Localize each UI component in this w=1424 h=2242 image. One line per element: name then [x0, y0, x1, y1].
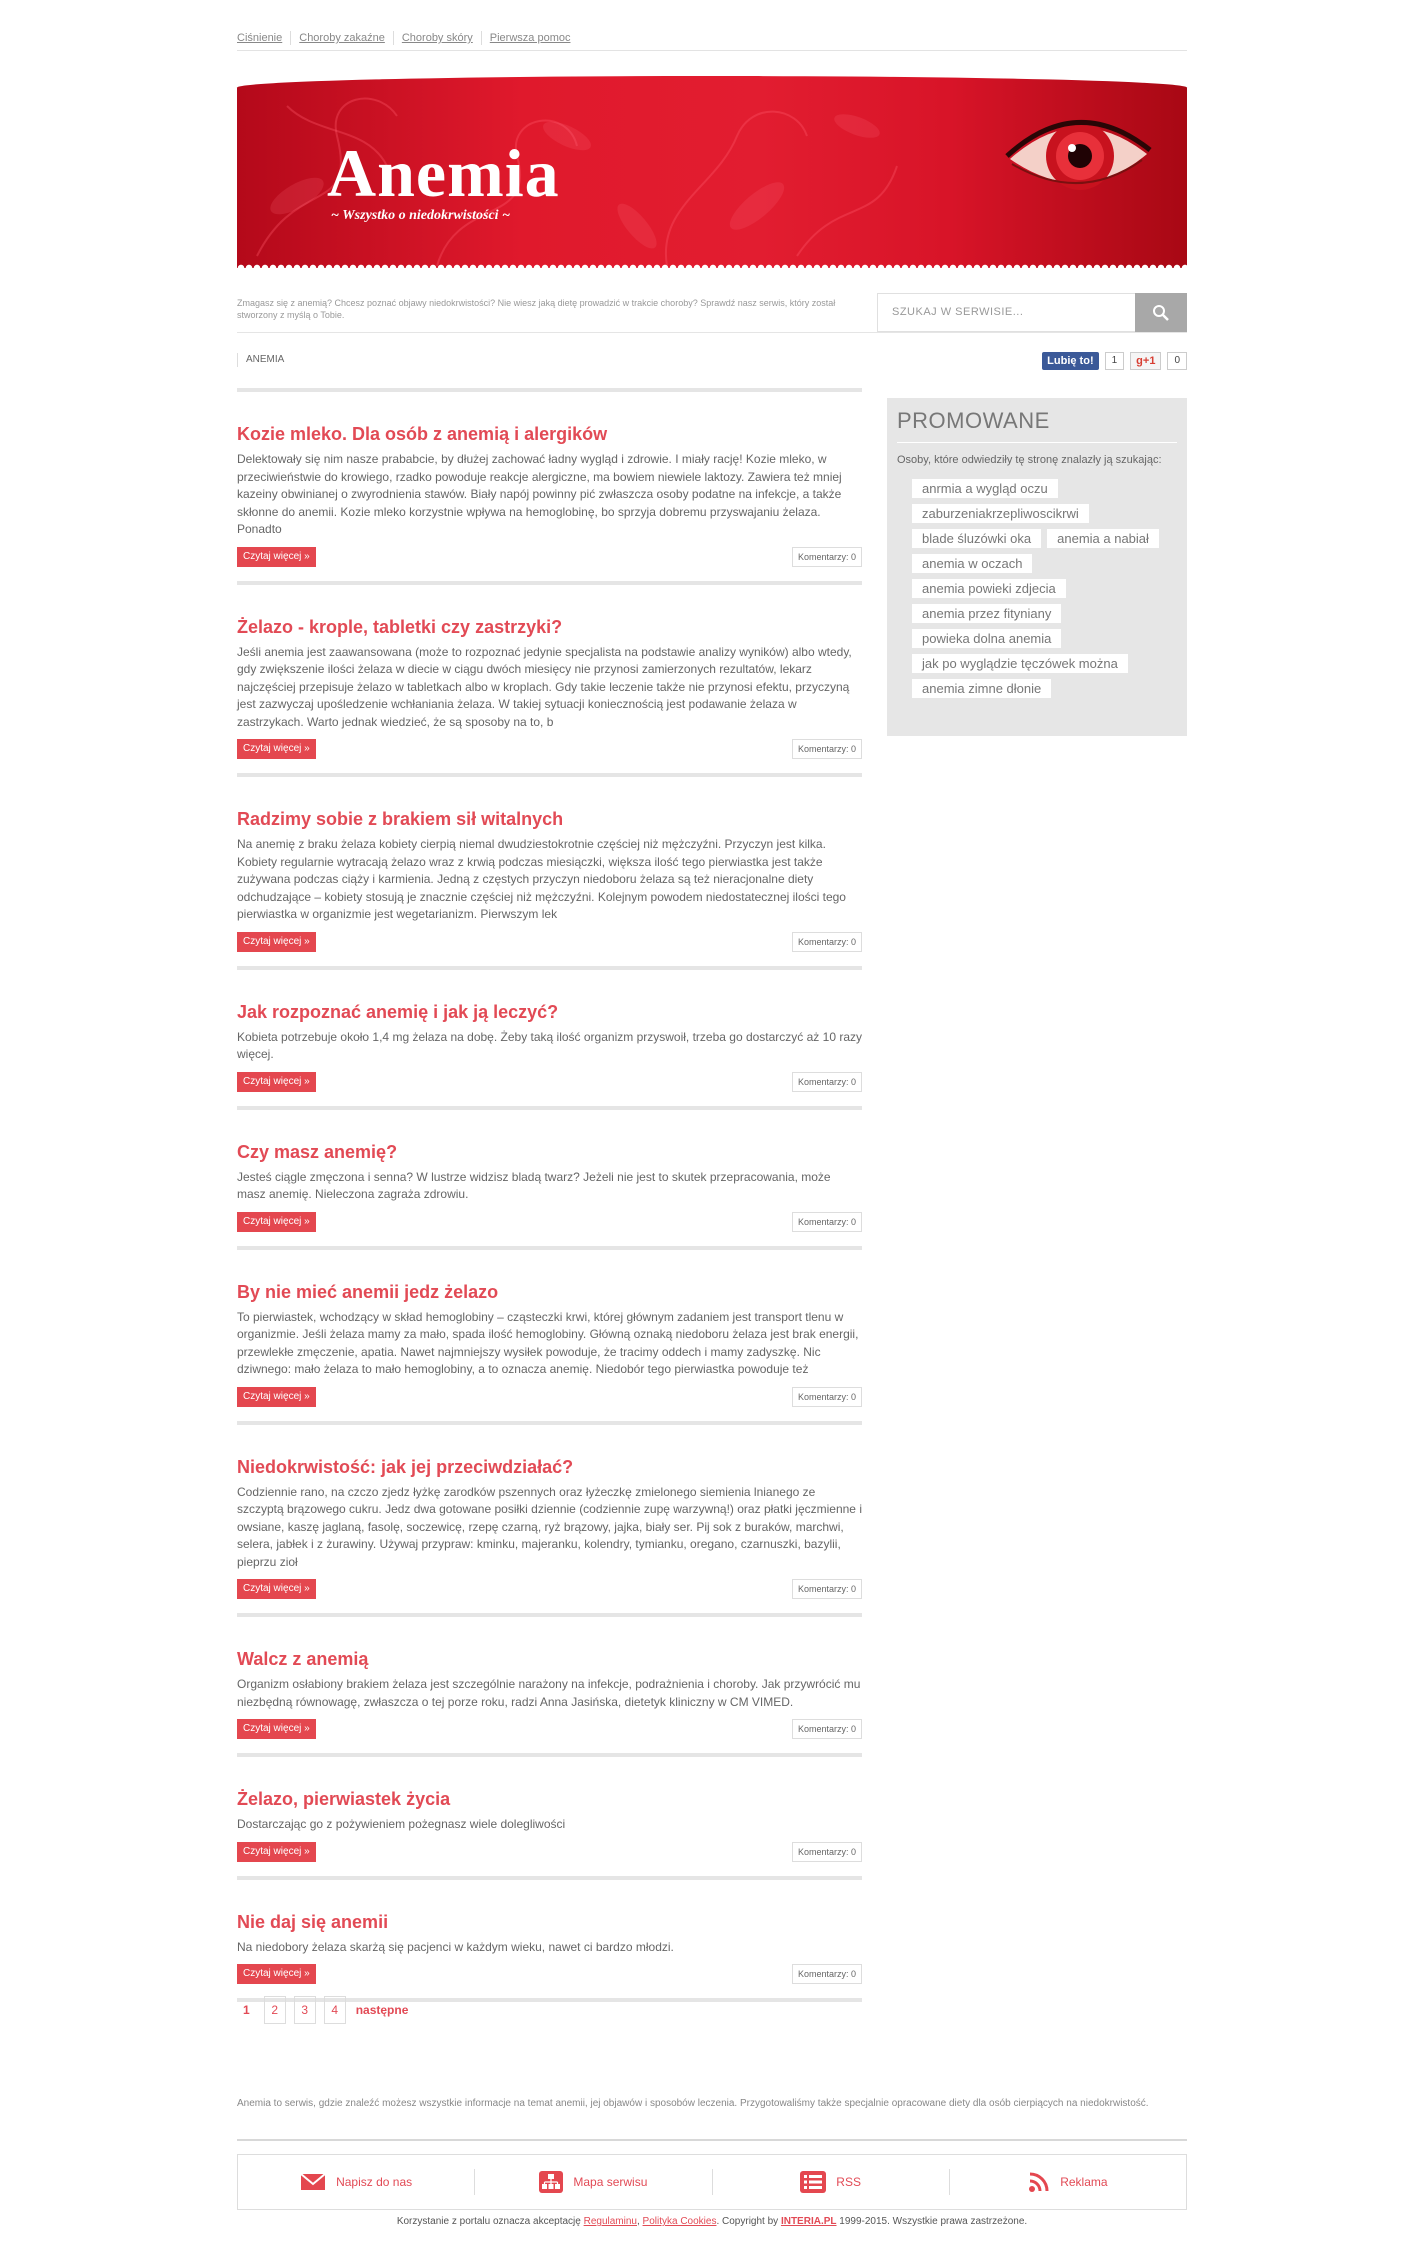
comments-count: Komentarzy: 0 — [797, 1216, 856, 1227]
article-excerpt: Organizm osłabiony brakiem żelaza jest szczególnie narażony na infekcje, podrażnienia i choroby. Jak przywrócić mu niezbędną równowagę, zwłaszcza o tej porze roku, radzi Anna Jasińska, dietetyk kliniczny w CM VIMED. — [237, 1677, 861, 1709]
page-current: 1 — [243, 2003, 250, 2017]
facebook-like-button[interactable]: Lubię to! — [1042, 352, 1098, 370]
top-navigation — [237, 28, 578, 48]
interia-link[interactable]: INTERIA.PL — [780, 2216, 837, 2227]
article-title[interactable]: By nie mieć anemii jedz żelazo — [237, 1281, 499, 1302]
article-excerpt: Dostarczając go z pożywieniem pożegnasz wiele dolegliwości — [237, 1817, 566, 1831]
footer-description: Anemia to serwis, gdzie znaleźć możesz wszystkie informacje na temat anemii, jej objawów i sposobów leczenia. Przygotowaliśmy także specjalnie opracowane diety dla osób cierpiących na niedokrwistość. — [237, 2098, 1149, 2109]
copyright-text: . Copyright by — [716, 2216, 779, 2227]
search-tag[interactable]: anemia w oczach — [912, 554, 1032, 573]
rss-icon — [1028, 2171, 1050, 2193]
footer-link-rss[interactable] — [712, 2169, 949, 2195]
copyright-text: Korzystanie z portalu oznacza akceptację — [396, 2216, 581, 2227]
read-more-button[interactable]: Czytaj więcej » — [237, 547, 316, 567]
banner-scalloped-edge — [237, 262, 1187, 268]
article-item — [237, 388, 862, 567]
comments-link[interactable] — [792, 547, 862, 567]
comments-link[interactable] — [792, 932, 862, 952]
comments-link[interactable] — [792, 1072, 862, 1092]
search-tag[interactable]: zaburzeniakrzepliwoscikrwi — [912, 504, 1089, 523]
comments-link[interactable] — [792, 1212, 862, 1232]
intro-text: Zmagasz się z anemią? Chcesz poznać objawy niedokrwistości? Nie wiesz jaką dietę prowadzić w trakcie choroby? Sprawdź nasz serwis, który został stworzony z myślą o Tobie. — [237, 298, 836, 320]
comments-count: Komentarzy: 0 — [797, 1724, 856, 1734]
footer-link-contact[interactable] — [238, 2169, 474, 2195]
footer-link-label: Mapa serwisu — [573, 2175, 648, 2189]
sidebar-title: PROMOWANE — [897, 408, 1177, 443]
article-item — [237, 581, 862, 760]
list-icon — [800, 2171, 826, 2193]
facebook-like-count: 1 — [1105, 352, 1125, 370]
article-meta — [237, 547, 862, 567]
comments-count: Komentarzy: 0 — [797, 551, 856, 562]
read-more-button[interactable]: Czytaj więcej » — [237, 1842, 316, 1862]
footer-link-label: Reklama — [1060, 2175, 1108, 2189]
footer-link-sitemap[interactable] — [474, 2169, 711, 2195]
article-item — [237, 773, 862, 952]
mail-icon — [300, 2172, 326, 2192]
page-link[interactable]: 3 — [294, 1996, 316, 2024]
article-title[interactable]: Niedokrwistość: jak jej przeciwdziałać? — [237, 1456, 574, 1477]
site-subtitle: ~ Wszystko o niedokrwistości ~ — [331, 208, 511, 223]
read-more-button[interactable]: Czytaj więcej » — [237, 1579, 316, 1599]
copyright: Korzystanie z portalu oznacza akceptację Regulaminu, Polityka Cookies. Copyright by INTERIA.PL 1999-2015. Wszystkie prawa zastrzeżone. — [396, 2216, 1028, 2227]
comments-count: Komentarzy: 0 — [797, 1969, 856, 1979]
article-title[interactable]: Nie daj się anemii — [237, 1911, 389, 1932]
read-more-button[interactable]: Czytaj więcej » — [237, 739, 316, 759]
intro-search-row — [237, 293, 1187, 333]
topnav-link-choroby-skory[interactable]: Choroby skóry — [393, 31, 481, 45]
article-meta — [237, 932, 862, 952]
pagination — [237, 1996, 408, 2024]
social-buttons — [1042, 352, 1187, 370]
comments-link[interactable] — [792, 739, 862, 759]
comments-count: Komentarzy: 0 — [797, 936, 856, 947]
article-title[interactable]: Czy masz anemię? — [237, 1141, 398, 1162]
topnav-link-choroby-zakazne[interactable]: Choroby zakaźne — [290, 31, 393, 45]
header-banner[interactable] — [237, 76, 1187, 268]
article-item — [237, 1421, 862, 1600]
divider — [237, 50, 1187, 51]
comments-count: Komentarzy: 0 — [797, 744, 856, 754]
footer-link-label: RSS — [836, 2175, 861, 2189]
article-title[interactable]: Radzimy sobie z brakiem sił witalnych — [237, 809, 564, 829]
site-title: Anemia — [327, 135, 560, 211]
footer-link-ads[interactable] — [949, 2169, 1186, 2195]
article-item — [237, 1613, 862, 1739]
article-item — [237, 966, 862, 1092]
comments-link[interactable] — [792, 1964, 862, 1984]
next-page-link[interactable]: następne — [355, 2003, 409, 2017]
google-plus-button[interactable]: g+1 — [1130, 352, 1161, 370]
sitemap-icon — [539, 2171, 563, 2193]
article-excerpt: To pierwiastek, wchodzący w skład hemoglobiny – cząsteczki krwi, której głównym zadaniem jest transport tlenu w organizmie. Jeśli żelaza mamy za mało, spada ilość hemoglobiny. Główną oznaką niedoboru żelaza jest brak energii, przewlekłe zmęczenie, apatia. Nawet najmniejszy wysiłek powoduje, że tracimy oddech i mamy zadyszkę. Nic dziwnego: mało żelaza to mało hemoglobiny, a to oznacza anemię. Niedobór tego pierwiastka powoduje też — [237, 1309, 859, 1376]
read-more-button[interactable]: Czytaj więcej » — [237, 1387, 316, 1407]
article-meta — [237, 1579, 862, 1599]
page-link[interactable]: 4 — [324, 1996, 346, 2024]
article-item — [237, 1876, 862, 1985]
article-title[interactable]: Kozie mleko. Dla osób z anemią i alergików — [237, 424, 608, 444]
topnav-link-cisnienie[interactable]: Ciśnienie — [237, 32, 283, 44]
search-tag[interactable]: jak po wyglądzie tęczówek można — [912, 654, 1128, 673]
article-title[interactable]: Walcz z anemią — [237, 1649, 369, 1669]
article-excerpt: Na niedobory żelaza skarżą się pacjenci w każdym wieku, nawet ci bardzo młodzi. — [237, 1939, 674, 1954]
search-tags — [897, 479, 1177, 698]
footer-links — [237, 2154, 1187, 2210]
article-meta — [237, 1387, 862, 1407]
search-icon — [1152, 304, 1170, 322]
article-meta — [237, 1719, 862, 1739]
article-item — [237, 1753, 862, 1862]
read-more-button[interactable]: Czytaj więcej » — [237, 1072, 316, 1092]
google-plus-count: 0 — [1167, 352, 1187, 370]
comments-count: Komentarzy: 0 — [797, 1391, 856, 1402]
divider — [237, 2139, 1187, 2141]
breadcrumb[interactable]: ANEMIA — [237, 353, 284, 367]
footer-link-label: Napisz do nas — [336, 2175, 413, 2189]
comments-link[interactable] — [792, 1719, 862, 1739]
article-excerpt: Delektowały się nim nasze prababcie, by dłużej zachować ładny wygląd i zdrowie. I miały rację! Kozie mleko, w przeciwieństwie do krowiego, rzadko powoduje reakcje alergiczne, ma bowiem niewiele laktozy. Zawiera też mniej kazeiny obwinianej o zwyrodnienia stawów. Biały napój powinny pić zwłaszcza osoby podatne na infekcje, a także skłonne do anemii. Kozie mleko korzystnie wpływa na hemoglobinę, bo sprzyja dobremu przyswajaniu żelaza. Ponadto — [237, 452, 842, 536]
article-meta — [237, 739, 862, 759]
search-tag[interactable]: anrmia a wygląd oczu — [912, 479, 1058, 498]
article-title[interactable]: Żelazo, pierwiastek życia — [237, 1789, 451, 1809]
terms-link[interactable]: Regulaminu — [583, 2216, 637, 2227]
read-more-button[interactable]: Czytaj więcej » — [237, 1964, 316, 1984]
article-excerpt: Jeśli anemia jest zaawansowana (może to rozpoznać jedynie specjalista na podstawie analizy wyników) albo wtedy, gdy zwiększenie ilości żelaza w diecie w ciągu dwóch miesięcy nie przynosi zamierzonych rezultatów, lekarz najczęściej przepisuje żelazo w tabletkach albo w kroplach. Gdy takie leczenie także nie przynosi efektu, przyczyną jest zazwyczaj upośledzenie wchłaniania żelaza. W takiej sytuacji koniecznością jest podawanie żelaza w zastrzykach. Warto jednak wiedzieć, że są sposoby na to, b — [237, 644, 852, 729]
comments-count: Komentarzy: 0 — [797, 1584, 856, 1594]
search-tag[interactable]: anemia przez fityniany — [912, 604, 1061, 623]
sidebar-description: Osoby, które odwiedziły tę stronę znalazły ją szukając: — [897, 454, 1162, 466]
comments-count: Komentarzy: 0 — [797, 1846, 856, 1857]
article-excerpt: Kobieta potrzebuje około 1,4 mg żelaza na dobę. Żeby taką ilość organizm przyswoił, trzeba go dostarczyć aż 10 razy więcej. — [237, 1029, 862, 1061]
article-item — [237, 1106, 862, 1232]
comments-count: Komentarzy: 0 — [797, 1076, 856, 1087]
read-more-button[interactable]: Czytaj więcej » — [237, 1212, 316, 1232]
search-tag[interactable]: anemia zimne dłonie — [912, 679, 1051, 698]
copyright-text: 1999-2015. Wszystkie prawa zastrzeżone. — [839, 2216, 1028, 2227]
comments-link[interactable] — [792, 1842, 862, 1862]
page-link[interactable]: 2 — [264, 1996, 286, 2024]
comments-link[interactable] — [792, 1579, 862, 1599]
search-tag[interactable]: powieka dolna anemia — [912, 629, 1061, 648]
read-more-button[interactable]: Czytaj więcej » — [237, 932, 316, 952]
cookies-link[interactable]: Polityka Cookies — [642, 2216, 717, 2227]
article-meta — [237, 1072, 862, 1092]
article-title[interactable]: Jak rozpoznać anemię i jak ją leczyć? — [237, 1001, 559, 1022]
search-tag[interactable]: blade śluzówki oka — [912, 529, 1041, 548]
topnav-link-pierwsza-pomoc[interactable]: Pierwsza pomoc — [481, 31, 579, 45]
article-title[interactable]: Żelazo - krople, tabletki czy zastrzyki? — [237, 616, 563, 637]
promoted-sidebar — [887, 398, 1187, 736]
article-excerpt: Na anemię z braku żelaza kobiety cierpią niemal dwudziestokrotnie częściej niż mężczyźni. Przyczyn jest kilka. Kobiety regularnie wytracają żelazo wraz z krwią podczas miesiączki, większa ilość tego pierwiastka jest także zużywana podczas ciąży i karmienia. Jedną z częstych przyczyn niedoboru żelaza są też nieracjonalne diety odchudzające – kobiety stosują je znacznie częściej niż mężczyźni. Kolejnym powodem niedostatecznej ilości tego pierwiastka w organizmie jest wegetarianizm. Pierwszym lek — [237, 837, 846, 921]
article-excerpt: Jesteś ciągle zmęczona i senna? W lustrze widzisz bladą twarz? Jeżeli nie jest to skutek przepracowania, może masz anemię. Nieleczona zagraża zdrowiu. — [237, 1169, 831, 1201]
article-meta — [237, 1212, 862, 1232]
article-meta — [237, 1842, 862, 1862]
comments-link[interactable] — [792, 1387, 862, 1407]
article-item — [237, 1246, 862, 1407]
article-list — [237, 388, 862, 2002]
search-tag[interactable]: anemia powieki zdjecia — [912, 579, 1066, 598]
search-button[interactable] — [1135, 293, 1187, 332]
article-excerpt: Codziennie rano, na czczo zjedz łyżkę zarodków pszennych oraz łyżeczkę zmielonego siemienia lnianego ze szczyptą brązowego cukru. Jedz dwa gotowane posiłki dziennie (codziennie zupę warzywną!) oraz płatki jęczmienne i owsiane, kaszę jaglaną, fasolę, soczewicę, rzepę czarną, ryż brązowy, jajka, biały ser. Pij sok z buraków, marchwi, selera, jabłek i z żurawiny. Używaj przypraw: kminku, majeranku, kolendry, tymianku, oregano, czarnuszki, bazylii, pieprzu zioł — [237, 1484, 862, 1569]
article-meta — [237, 1964, 862, 1984]
search-tag[interactable]: anemia a nabiał — [1047, 529, 1159, 548]
read-more-button[interactable]: Czytaj więcej » — [237, 1719, 316, 1739]
search-input[interactable]: SZUKAJ W SERWISIE... — [877, 293, 1135, 332]
eye-illustration — [1002, 104, 1152, 214]
